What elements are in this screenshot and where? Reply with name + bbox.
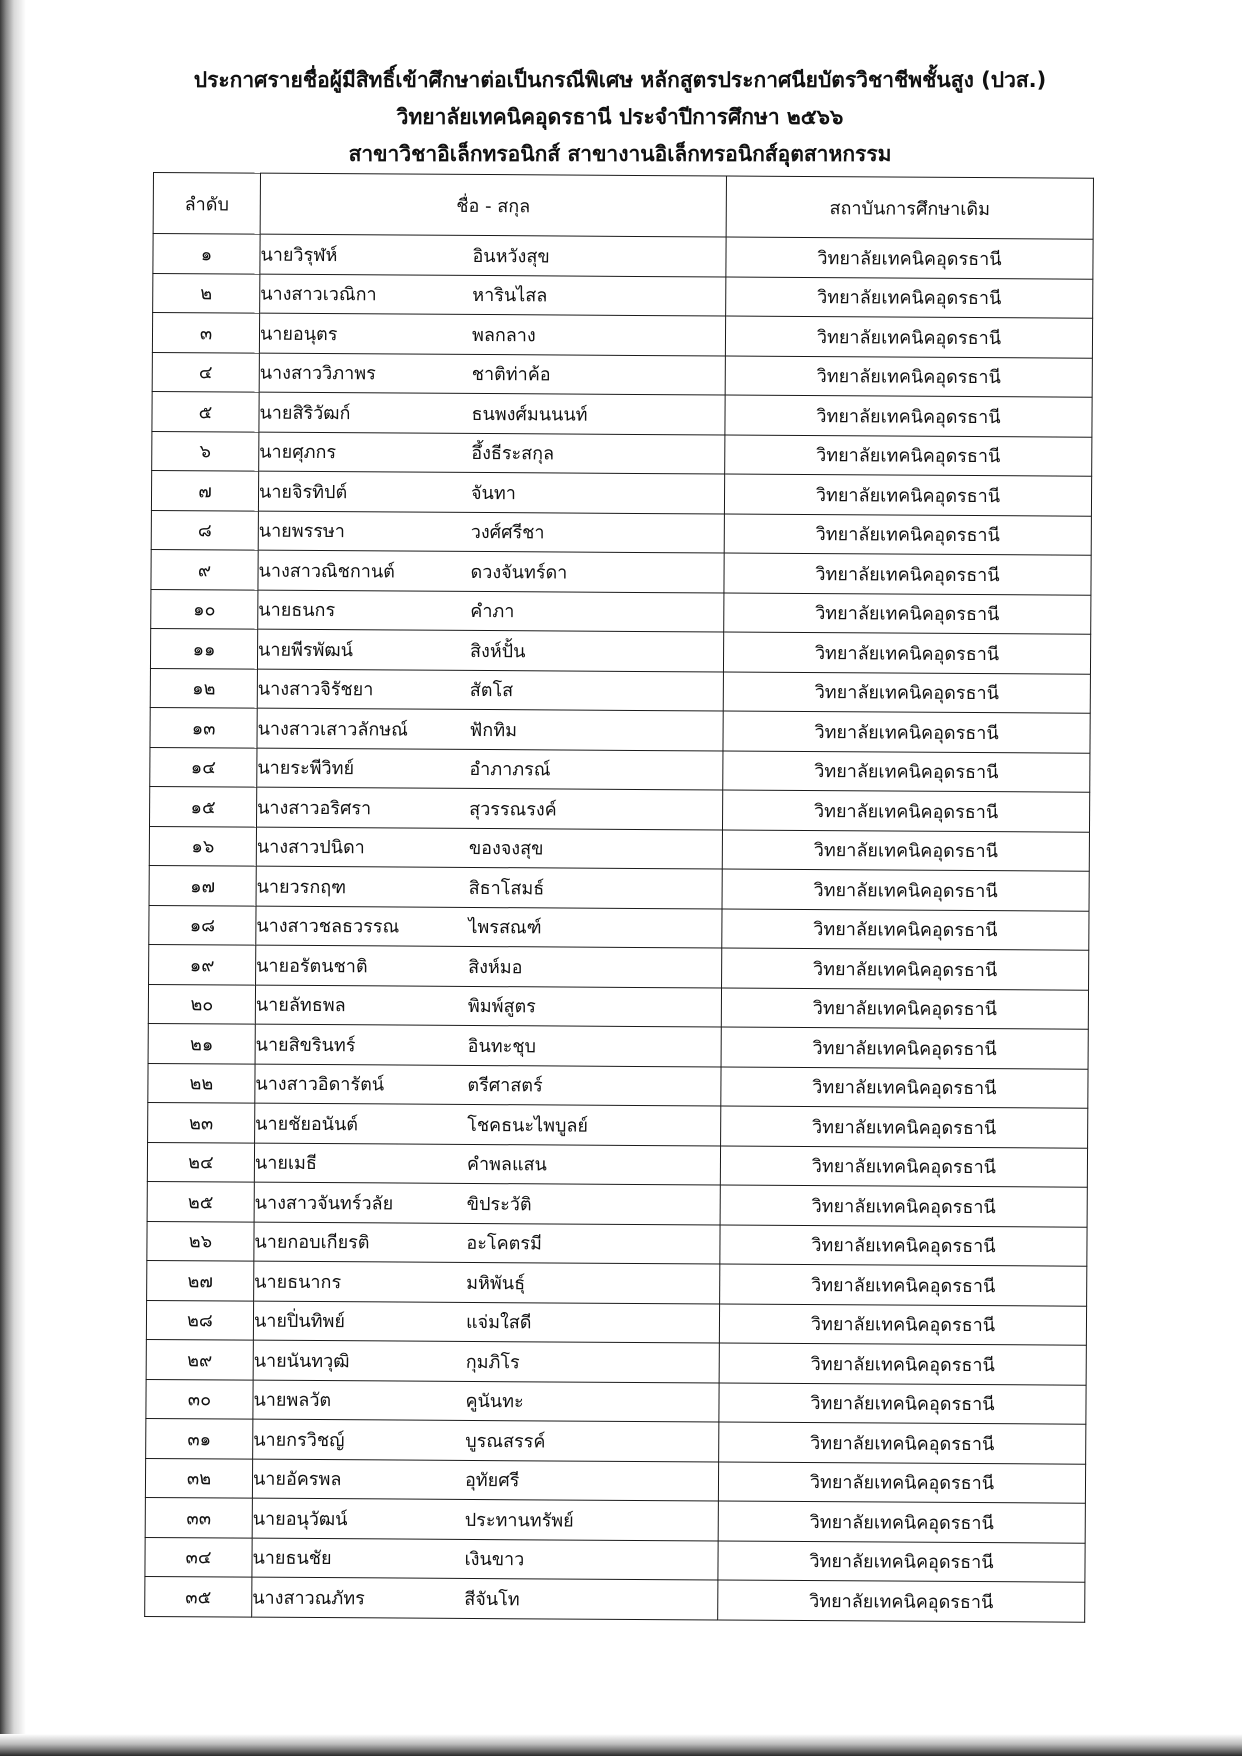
last-name: ชาติท่าค้อ — [471, 364, 551, 386]
previous-institution: วิทยาลัยเทคนิคอุดรธานี — [726, 237, 1093, 279]
student-name — [257, 787, 723, 829]
row-number: ๒๘ — [146, 1300, 253, 1340]
table-row — [152, 431, 1092, 476]
row-number: ๓๑ — [146, 1418, 253, 1458]
first-name: นางสาวปนิดา — [256, 836, 365, 859]
table-row — [145, 1458, 1085, 1503]
previous-institution: วิทยาลัยเทคนิคอุดรธานี — [718, 1501, 1085, 1543]
previous-institution: วิทยาลัยเทคนิคอุดรธานี — [725, 316, 1092, 358]
first-name: นายอัครพล — [252, 1468, 342, 1491]
row-number: ๑๙ — [149, 944, 256, 984]
table-row — [149, 944, 1089, 989]
previous-institution: วิทยาลัยเทคนิคอุดรธานี — [726, 277, 1093, 319]
last-name: คำภา — [470, 601, 515, 623]
last-name: อินหวังสุข — [472, 245, 550, 268]
student-name — [258, 511, 724, 553]
table-row — [148, 1063, 1088, 1108]
row-number: ๑๒ — [150, 668, 257, 708]
student-name — [253, 1340, 719, 1382]
previous-institution: วิทยาลัยเทคนิคอุดรธานี — [722, 869, 1089, 911]
first-name: นายศุภกร — [259, 441, 337, 464]
first-name: นางสาวจันทร์วลัย — [254, 1192, 394, 1215]
previous-institution: วิทยาลัยเทคนิคอุดรธานี — [720, 1224, 1087, 1266]
last-name: โชคธนะไพบูลย์ — [467, 1114, 589, 1137]
first-name: นายธนกร — [258, 599, 336, 622]
first-name: นางสาวอริศรา — [257, 797, 372, 820]
last-name: ไพรสณฑ์ — [468, 917, 542, 939]
first-name: นายพลวัต — [253, 1389, 332, 1412]
student-name — [255, 1103, 721, 1145]
previous-institution: วิทยาลัยเทคนิคอุดรธานี — [722, 948, 1089, 990]
row-number: ๔ — [152, 352, 259, 392]
last-name: หารินไสล — [472, 285, 548, 307]
table-row — [146, 1379, 1086, 1424]
previous-institution: วิทยาลัยเทคนิคอุดรธานี — [723, 711, 1090, 753]
previous-institution: วิทยาลัยเทคนิคอุดรธานี — [721, 1027, 1088, 1069]
table-row — [147, 1221, 1087, 1266]
last-name: อุทัยศรี — [464, 1470, 520, 1492]
student-name — [253, 1380, 719, 1422]
previous-institution: วิทยาลัยเทคนิคอุดรธานี — [724, 592, 1091, 634]
last-name: สัตโส — [469, 680, 514, 702]
row-number: ๒๗ — [147, 1260, 254, 1300]
last-name: ฟักทิม — [469, 719, 518, 741]
last-name: ตรีศาสตร์ — [467, 1075, 543, 1097]
previous-institution: วิทยาลัยเทคนิคอุดรธานี — [724, 474, 1091, 516]
row-number: ๑ — [153, 234, 260, 274]
row-number: ๒๓ — [148, 1102, 255, 1142]
last-name: กุมภิโร — [465, 1351, 520, 1374]
previous-institution: วิทยาลัยเทคนิคอุดรธานี — [725, 355, 1092, 397]
last-name: พลกลาง — [471, 324, 536, 347]
roster-body — [145, 234, 1093, 1622]
first-name: นางสาวณิชกานต์ — [258, 560, 395, 583]
row-number: ๒๒ — [148, 1063, 255, 1103]
table-row — [146, 1339, 1086, 1384]
previous-institution: วิทยาลัยเทคนิคอุดรธานี — [723, 750, 1090, 792]
table-row — [152, 352, 1092, 397]
row-number: ๑๗ — [149, 865, 256, 905]
table-row — [149, 865, 1089, 910]
last-name: สีจันโท — [464, 1588, 520, 1611]
student-name — [260, 234, 726, 276]
first-name: นางสาวจิรัชยา — [257, 678, 374, 701]
first-name: นางสาวณภัทร — [252, 1587, 365, 1610]
row-number: ๒๔ — [147, 1142, 254, 1182]
previous-institution: วิทยาลัยเทคนิคอุดรธานี — [719, 1422, 1086, 1464]
row-number: ๒๙ — [146, 1339, 253, 1379]
previous-institution: วิทยาลัยเทคนิคอุดรธานี — [720, 1264, 1087, 1306]
student-name — [259, 353, 725, 395]
row-number: ๑๓ — [150, 707, 257, 747]
first-name: นางสาวชลธวรรณ — [256, 915, 400, 938]
first-name: นายวรกฤฑ — [256, 876, 347, 898]
column-header-name: ชื่อ - สกุล — [260, 173, 726, 237]
previous-institution: วิทยาลัยเทคนิคอุดรธานี — [720, 1145, 1087, 1187]
last-name: ธนพงศ์มนนนท์ — [471, 403, 588, 426]
student-name — [254, 1261, 720, 1303]
table-row — [153, 234, 1093, 279]
student-name — [258, 590, 724, 632]
first-name: นางสาววิภาพร — [259, 362, 376, 385]
table-row — [147, 1181, 1087, 1226]
student-name — [257, 669, 723, 711]
table-row — [153, 273, 1093, 318]
program-name: สาขาวิชาอิเล็กทรอนิกส์ สาขางานอิเล็กทรอนิกส์อุตสาหกรรม — [348, 142, 892, 166]
first-name: นางสาวเสาวลักษณ์ — [257, 718, 408, 741]
first-name: นายอนุวัฒน์ — [252, 1508, 348, 1530]
student-name — [256, 945, 722, 987]
row-number: ๓๔ — [145, 1537, 252, 1577]
table-row — [151, 589, 1091, 634]
first-name: นายชัยอนันต์ — [255, 1113, 359, 1136]
first-name: นายนันทวุฒิ — [253, 1350, 350, 1372]
previous-institution: วิทยาลัยเทคนิคอุดรธานี — [721, 1106, 1088, 1148]
student-name — [253, 1419, 719, 1461]
first-name: นายอนุตร — [259, 323, 338, 345]
last-name: จันทา — [470, 482, 516, 504]
first-name: นายเมธี — [254, 1152, 317, 1175]
student-name — [256, 827, 722, 869]
previous-institution: วิทยาลัยเทคนิคอุดรธานี — [725, 434, 1092, 476]
first-name: นายระพีวิทย์ — [257, 757, 355, 780]
first-name: นายสิขรินทร์ — [255, 1034, 356, 1057]
first-name: นายพีรพัฒน์ — [258, 639, 354, 661]
previous-institution: วิทยาลัยเทคนิคอุดรธานี — [719, 1382, 1086, 1424]
first-name: นายกรวิชญ์ — [253, 1429, 345, 1451]
column-header-institution: สถาบันการศึกษาเดิม — [726, 176, 1093, 239]
table-row — [150, 747, 1090, 792]
row-number: ๘ — [151, 510, 258, 550]
previous-institution: วิทยาลัยเทคนิคอุดรธานี — [721, 1066, 1088, 1108]
row-number: ๕ — [152, 391, 259, 431]
row-number: ๑๔ — [150, 747, 257, 787]
previous-institution: วิทยาลัยเทคนิคอุดรธานี — [722, 829, 1089, 871]
previous-institution: วิทยาลัยเทคนิคอุดรธานี — [723, 671, 1090, 713]
student-name — [259, 392, 725, 434]
last-name: คูนันทะ — [465, 1391, 524, 1413]
last-name: สิงห์มอ — [468, 956, 523, 979]
first-name: นายกอบเกียรติ — [254, 1231, 370, 1254]
first-name: นายวิรุฬห์ — [260, 244, 338, 266]
student-name — [259, 313, 725, 355]
table-row — [150, 668, 1090, 713]
table-row — [152, 391, 1092, 436]
table-row — [146, 1418, 1086, 1463]
student-name — [257, 748, 723, 790]
student-name — [252, 1498, 718, 1540]
row-number: ๙ — [151, 549, 258, 589]
table-row — [151, 510, 1091, 555]
table-row — [149, 905, 1089, 950]
last-name: ขิประวัติ — [466, 1193, 532, 1216]
previous-institution: วิทยาลัยเทคนิคอุดรธานี — [721, 987, 1088, 1029]
row-number: ๑๘ — [149, 905, 256, 945]
student-name — [254, 1222, 720, 1264]
table-row — [147, 1142, 1087, 1187]
table-row — [150, 707, 1090, 752]
student-roster-table — [144, 172, 1094, 1622]
first-name: นายจิรทิปต์ — [258, 481, 348, 503]
last-name: อินทะชุบ — [467, 1035, 537, 1058]
row-number: ๒๐ — [148, 984, 255, 1024]
student-name — [252, 1459, 718, 1501]
student-name — [255, 1064, 721, 1106]
first-name: นายสิริวัฒก์ — [259, 402, 351, 424]
first-name: นายปิ่นทิพย์ — [253, 1310, 346, 1333]
student-name — [253, 1301, 719, 1343]
table-row — [150, 628, 1090, 673]
previous-institution: วิทยาลัยเทคนิคอุดรธานี — [723, 632, 1090, 674]
first-name: นายธนชัย — [252, 1547, 332, 1570]
previous-institution: วิทยาลัยเทคนิคอุดรธานี — [722, 908, 1089, 950]
previous-institution: วิทยาลัยเทคนิคอุดรธานี — [720, 1185, 1087, 1227]
student-name — [252, 1538, 718, 1580]
row-number: ๓๓ — [145, 1497, 252, 1537]
previous-institution: วิทยาลัยเทคนิคอุดรธานี — [722, 790, 1089, 832]
previous-institution: วิทยาลัยเทคนิคอุดรธานี — [719, 1303, 1086, 1345]
row-number: ๓๕ — [145, 1576, 252, 1616]
first-name: นางสาวอิดารัตน์ — [255, 1073, 385, 1096]
table-row — [148, 984, 1088, 1029]
table-row — [150, 786, 1090, 831]
table-row — [148, 1023, 1088, 1068]
last-name: อะโคตรมี — [466, 1233, 542, 1255]
table-row — [152, 313, 1092, 358]
student-name — [252, 1577, 718, 1619]
first-name: นายลัทธพล — [255, 994, 346, 1017]
student-name — [254, 1182, 720, 1224]
student-name — [257, 708, 723, 750]
row-number: ๑๑ — [150, 628, 257, 668]
last-name: สุวรรณรงค์ — [469, 798, 557, 821]
first-name: นายอรัตนชาติ — [256, 955, 368, 978]
student-name — [256, 866, 722, 908]
row-number: ๖ — [152, 431, 259, 471]
row-number: ๑๐ — [151, 589, 258, 629]
previous-institution: วิทยาลัยเทคนิคอุดรธานี — [725, 395, 1092, 437]
row-number: ๑๖ — [149, 826, 256, 866]
student-name — [255, 1024, 721, 1066]
table-row — [145, 1537, 1085, 1582]
table-row — [151, 470, 1091, 515]
table-row — [145, 1497, 1085, 1542]
first-name: นายธนากร — [254, 1271, 342, 1293]
last-name: แจ่มใสดี — [465, 1312, 532, 1334]
previous-institution: วิทยาลัยเทคนิคอุดรธานี — [719, 1343, 1086, 1385]
student-name — [259, 432, 725, 474]
row-number: ๓๒ — [145, 1458, 252, 1498]
last-name: อึ้งธีระสกุล — [471, 443, 555, 465]
student-name — [257, 629, 723, 671]
student-name — [255, 985, 721, 1027]
row-number: ๓๐ — [146, 1379, 253, 1419]
last-name: มหิพันธุ์ — [466, 1272, 526, 1295]
announcement-title: ประกาศรายชื่อผู้มีสิทธิ์เข้าศึกษาต่อเป็นกรณีพิเศษ หลักสูตรประกาศนียบัตรวิชาชีพชั้นสูง (ปวส.) — [193, 68, 1047, 92]
last-name: สิธาโสมธ์ — [468, 877, 545, 900]
student-name — [260, 274, 726, 316]
table-row — [151, 549, 1091, 594]
scan-shadow-bottom — [0, 1734, 1242, 1756]
first-name: นายพรรษา — [258, 520, 346, 543]
table-row — [149, 826, 1089, 871]
table-header-row — [153, 173, 1093, 240]
table-row — [148, 1102, 1088, 1147]
announcement-header — [120, 62, 1120, 173]
row-number: ๒ — [153, 273, 260, 313]
previous-institution: วิทยาลัยเทคนิคอุดรธานี — [724, 513, 1091, 555]
last-name: วงศ์ศรีชา — [470, 522, 545, 544]
row-number: ๒๑ — [148, 1023, 255, 1063]
previous-institution: วิทยาลัยเทคนิคอุดรธานี — [718, 1540, 1085, 1582]
first-name: นางสาวเวณิกา — [260, 283, 377, 306]
row-number: ๑๕ — [150, 786, 257, 826]
column-header-number: ลำดับ — [153, 173, 260, 235]
student-name — [256, 906, 722, 948]
college-and-year: วิทยาลัยเทคนิคอุดรธานี ประจำปีการศึกษา ๒๕๖๖ — [396, 105, 844, 129]
student-name — [258, 550, 724, 592]
row-number: ๒๖ — [147, 1221, 254, 1261]
student-name — [258, 471, 724, 513]
last-name: ดวงจันทร์ดา — [470, 561, 568, 584]
table-row — [147, 1260, 1087, 1305]
row-number: ๒๕ — [147, 1181, 254, 1221]
last-name: คำพลแสน — [466, 1154, 547, 1176]
last-name: เงินขาว — [464, 1549, 525, 1571]
last-name: ของจงสุข — [468, 838, 544, 860]
previous-institution: วิทยาลัยเทคนิคอุดรธานี — [724, 553, 1091, 595]
previous-institution: วิทยาลัยเทคนิคอุดรธานี — [718, 1580, 1085, 1622]
last-name: บูรณสรรค์ — [465, 1430, 546, 1453]
last-name: สิงห์ปั้น — [470, 640, 526, 663]
previous-institution: วิทยาลัยเทคนิคอุดรธานี — [718, 1461, 1085, 1503]
table-row — [146, 1300, 1086, 1345]
row-number: ๗ — [151, 470, 258, 510]
scan-shadow-left — [0, 0, 26, 1756]
row-number: ๓ — [152, 313, 259, 353]
table-row — [145, 1576, 1085, 1621]
last-name: อำภาภรณ์ — [469, 759, 551, 781]
student-name — [254, 1143, 720, 1185]
last-name: พิมพ์สูตร — [467, 996, 536, 1018]
last-name: ประทานทรัพย์ — [464, 1509, 574, 1532]
